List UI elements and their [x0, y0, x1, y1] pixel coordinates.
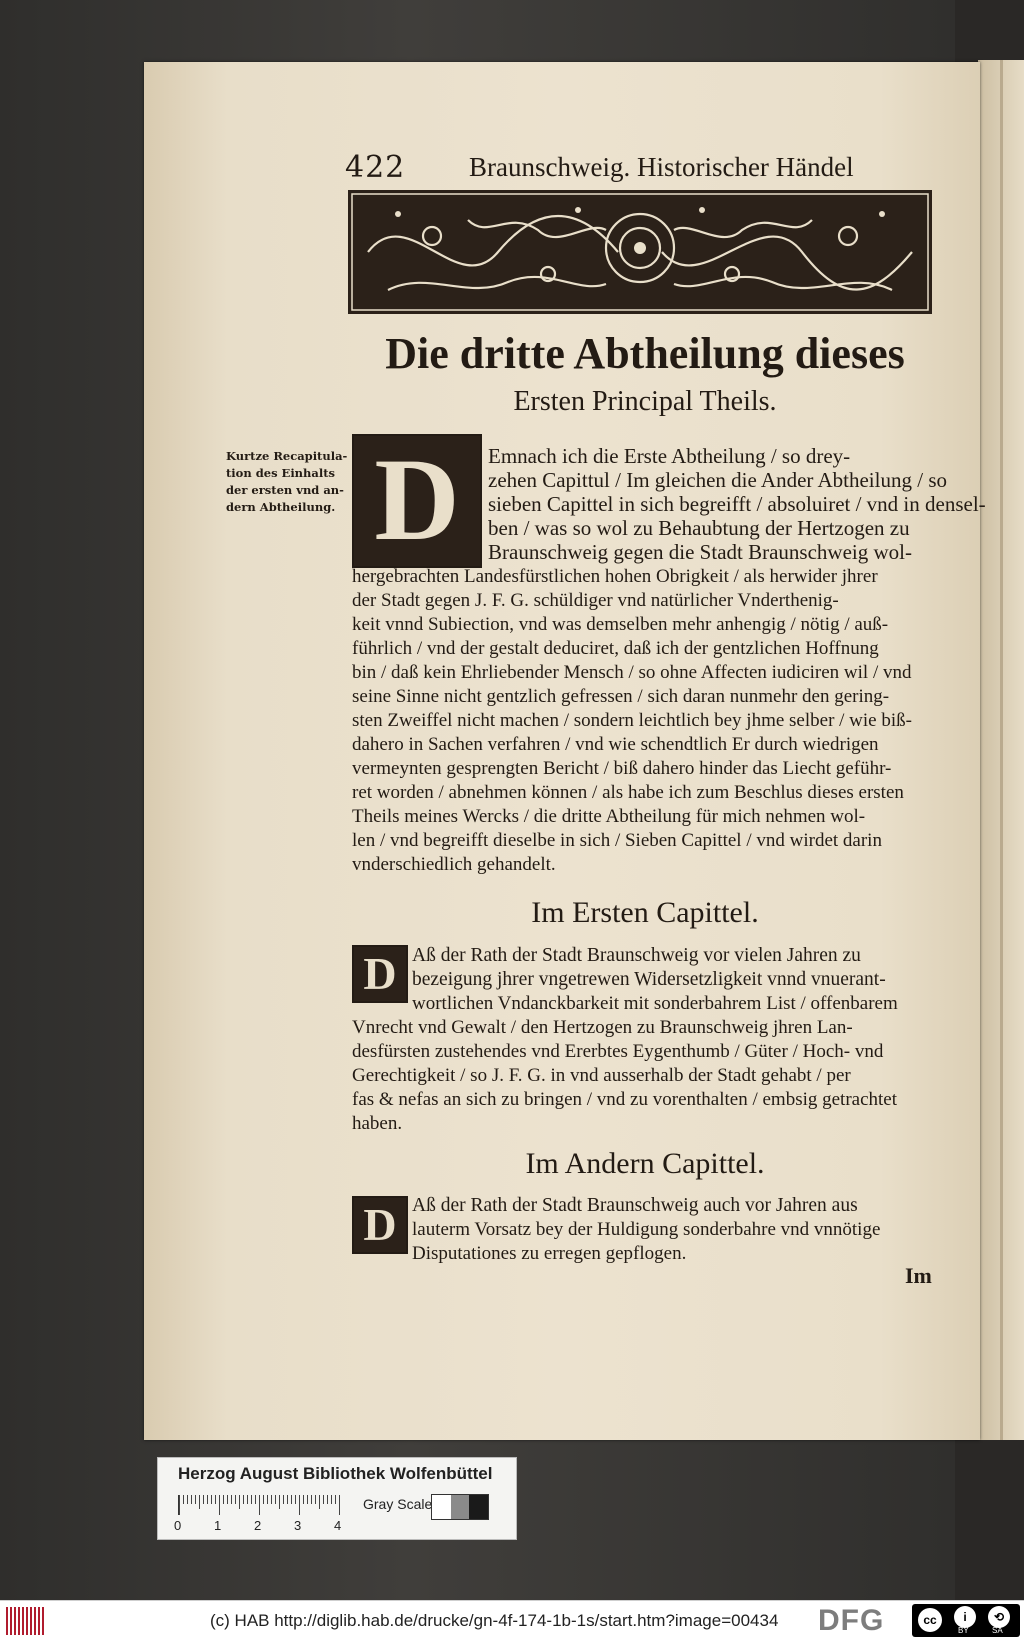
- ruler-tick: [275, 1495, 276, 1504]
- margin-note-line: tion des Einhalts: [226, 466, 336, 480]
- ruler-tick: [279, 1495, 280, 1509]
- barcode-stripe: [22, 1607, 24, 1635]
- sa-label: SA: [992, 1626, 1003, 1635]
- by-label: BY: [958, 1626, 969, 1635]
- text-line: sten Zweiffel nicht machen / sondern leichtlich bey jhme selber / wie biß-: [352, 710, 912, 731]
- text-line: Disputationes zu erregen gepflogen.: [412, 1243, 687, 1264]
- text-line: desfürsten zustehendes vnd Ererbtes Eygenthumb / Güter / Hoch- vnd: [352, 1041, 884, 1062]
- ruler-label: 4: [334, 1518, 342, 1533]
- ruler-tick: [291, 1495, 292, 1504]
- margin-note-line: Kurtze Recapitula-: [226, 449, 348, 463]
- ruler-tick: [247, 1495, 248, 1504]
- ruler-tick: [299, 1495, 300, 1515]
- ornamental-headpiece: [348, 190, 932, 314]
- barcode-stripe: [26, 1607, 28, 1635]
- text-line: Aß der Rath der Stadt Braunschweig vor vielen Jahren zu: [412, 945, 861, 966]
- section-subtitle: Ersten Principal Theils.: [513, 386, 777, 417]
- barcode-icon: [6, 1607, 48, 1635]
- text-line: len / vnd begreifft dieselbe in sich / Sieben Capittel / vnd wirdet darin: [352, 830, 882, 851]
- ruler-tick: [311, 1495, 312, 1504]
- text-line: Vnrecht vnd Gewalt / den Hertzogen zu Braunschweig jhren Lan-: [352, 1017, 853, 1038]
- initial-letter: D: [363, 948, 397, 999]
- barcode-stripe: [14, 1607, 16, 1635]
- library-name: Herzog August Bibliothek Wolfenbüttel: [178, 1464, 493, 1483]
- measurement-ruler: [178, 1495, 349, 1515]
- ruler-tick: [191, 1495, 192, 1504]
- text-line: führlich / vnd der gestalt deduciret, daß ich der gentzlichen Hoffnung: [352, 638, 879, 659]
- gray-swatches: [431, 1494, 489, 1520]
- ruler-tick: [255, 1495, 256, 1504]
- text-line: haben.: [352, 1113, 403, 1134]
- ruler-tick: [323, 1495, 324, 1504]
- text-line: ret worden / abnehmen können / als habe ich zum Beschlus dieses ersten: [352, 782, 904, 803]
- ruler-tick: [199, 1495, 200, 1509]
- ruler-tick: [187, 1495, 188, 1504]
- ruler-tick: [307, 1495, 308, 1504]
- ruler-labels: [174, 1518, 364, 1534]
- ruler-tick: [287, 1495, 288, 1504]
- ruler-tick: [183, 1495, 184, 1504]
- text-line: zehen Capittul / Im gleichen die Ander Abtheilung / so: [488, 468, 947, 492]
- ruler-tick: [283, 1495, 284, 1504]
- dfg-logo: DFG: [818, 1604, 885, 1637]
- ruler-tick: [339, 1495, 340, 1515]
- decorated-initial: [352, 434, 482, 568]
- text-line: wortlichen Vndanckbarkeit mit sonderbahrem List / offenbarem: [412, 993, 898, 1014]
- section-title: Die dritte Abtheilung dieses: [385, 329, 905, 378]
- decorated-initial: [352, 1196, 408, 1254]
- next-page-fold: [1000, 60, 1003, 1440]
- ruler-tick: [319, 1495, 320, 1509]
- gray-scale-card: [157, 1457, 517, 1540]
- ruler-tick: [219, 1495, 220, 1515]
- text-line: bezeigung jhrer vngetrewen Widersetzligkeit vnnd vnuerant-: [412, 969, 886, 990]
- decorated-initial: [352, 945, 408, 1003]
- footer-bar: [0, 1600, 1024, 1640]
- ruler-tick: [239, 1495, 240, 1509]
- ruler-tick: [223, 1495, 224, 1504]
- gray-swatch: [469, 1495, 488, 1519]
- ruler-tick: [211, 1495, 212, 1504]
- text-line: Theils meines Wercks / die dritte Abtheilung für mich nehmen wol-: [352, 806, 866, 827]
- text-line: vermeynten gesprengten Bericht / biß dahero hinder das Liecht geführ-: [352, 758, 892, 779]
- ruler-tick: [207, 1495, 208, 1504]
- chapter-heading: Im Andern Capittel.: [525, 1147, 765, 1180]
- text-line: Emnach ich die Erste Abtheilung / so drey-: [488, 444, 851, 468]
- initial-letter: D: [363, 1199, 397, 1250]
- ruler-tick: [335, 1495, 336, 1504]
- ruler-tick: [231, 1495, 232, 1504]
- footer-credit: (c) HAB http://diglib.hab.de/drucke/gn-4f-174-1b-1s/start.htm?image=00434: [210, 1611, 779, 1630]
- ruler-label: 0: [174, 1518, 182, 1533]
- ruler-tick: [227, 1495, 228, 1504]
- chapter-heading: Im Ersten Capittel.: [531, 896, 759, 929]
- text-line: Aß der Rath der Stadt Braunschweig auch vor Jahren aus: [412, 1195, 858, 1216]
- catchword: Im: [905, 1263, 932, 1288]
- text-line: Gerechtigkeit / so J. F. G. in vnd ausserhalb der Stadt gehabt / per: [352, 1065, 851, 1086]
- cc-license-badge: [912, 1604, 1020, 1637]
- ruler-tick: [259, 1495, 260, 1515]
- margin-note: [226, 448, 354, 516]
- text-line: keit vnnd Subiection, vnd was demselben mehr anhengig / nötig / auß-: [352, 614, 889, 635]
- ruler-tick: [179, 1495, 180, 1515]
- text-line: vnderschiedlich gehandelt.: [352, 854, 556, 875]
- barcode-stripe: [42, 1607, 44, 1635]
- barcode-stripe: [38, 1607, 40, 1635]
- margin-note-line: dern Abtheilung.: [226, 500, 336, 514]
- ruler-tick: [251, 1495, 252, 1504]
- gray-swatch: [432, 1495, 451, 1519]
- text-line: hergebrachten Landesfürstlichen hohen Obrigkeit / als herwider jhrer: [352, 566, 878, 587]
- text-line: sieben Capittel in sich begreifft / absoluiret / vnd in densel-: [488, 492, 986, 516]
- ruler-label: 1: [214, 1518, 222, 1533]
- text-line: dahero in Sachen verfahren / vnd wie schendtlich Er durch wiedrigen: [352, 734, 879, 755]
- barcode-stripe: [10, 1607, 12, 1635]
- text-line: ben / was so wol zu Behaubtung der Hertzogen zu: [488, 516, 910, 540]
- page-header: [345, 150, 865, 186]
- ruler-tick: [235, 1495, 236, 1504]
- ruler-tick: [303, 1495, 304, 1504]
- ruler-tick: [315, 1495, 316, 1504]
- sa-icon: ⟲: [988, 1606, 1010, 1628]
- ruler-tick: [267, 1495, 268, 1504]
- ruler-tick: [243, 1495, 244, 1504]
- cc-icon: cc: [918, 1608, 942, 1632]
- barcode-stripe: [18, 1607, 20, 1635]
- ruler-tick: [271, 1495, 272, 1504]
- text-line: der Stadt gegen J. F. G. schüldiger vnd natürlicher Vnderthenig-: [352, 590, 839, 611]
- text-line: bin / daß kein Ehrliebender Mensch / so ohne Affecten iudiciren wil / vnd: [352, 662, 912, 683]
- ruler-tick: [331, 1495, 332, 1504]
- margin-note-line: der ersten vnd an-: [226, 483, 344, 497]
- text-line: fas & nefas an sich zu bringen / vnd zu vorenthalten / embsig getrachtet: [352, 1089, 898, 1110]
- ruler-tick: [195, 1495, 196, 1504]
- barcode-stripe: [30, 1607, 32, 1635]
- ruler-tick: [203, 1495, 204, 1504]
- ruler-tick: [263, 1495, 264, 1504]
- text-line: lauterm Vorsatz bey der Huldigung sonderbahre vnd vnnötige: [412, 1219, 881, 1240]
- running-title: Braunschweig. Historischer Händel: [469, 152, 854, 182]
- initial-letter: D: [374, 434, 460, 565]
- gray-swatch: [451, 1495, 470, 1519]
- by-icon: i: [954, 1606, 976, 1628]
- barcode-stripe: [6, 1607, 8, 1635]
- barcode-stripe: [34, 1607, 36, 1635]
- text-line: seine Sinne nicht gentzlich gefressen / sich daran nunmehr den gering-: [352, 686, 890, 707]
- ruler-label: 3: [294, 1518, 302, 1533]
- ruler-tick: [295, 1495, 296, 1504]
- ruler-tick: [215, 1495, 216, 1504]
- gray-scale-label: Gray Scale: [363, 1496, 433, 1512]
- page-number: 422: [345, 150, 406, 185]
- text-line: Braunschweig gegen die Stadt Braunschweig wol-: [488, 540, 912, 564]
- ruler-tick: [327, 1495, 328, 1504]
- ruler-label: 2: [254, 1518, 262, 1533]
